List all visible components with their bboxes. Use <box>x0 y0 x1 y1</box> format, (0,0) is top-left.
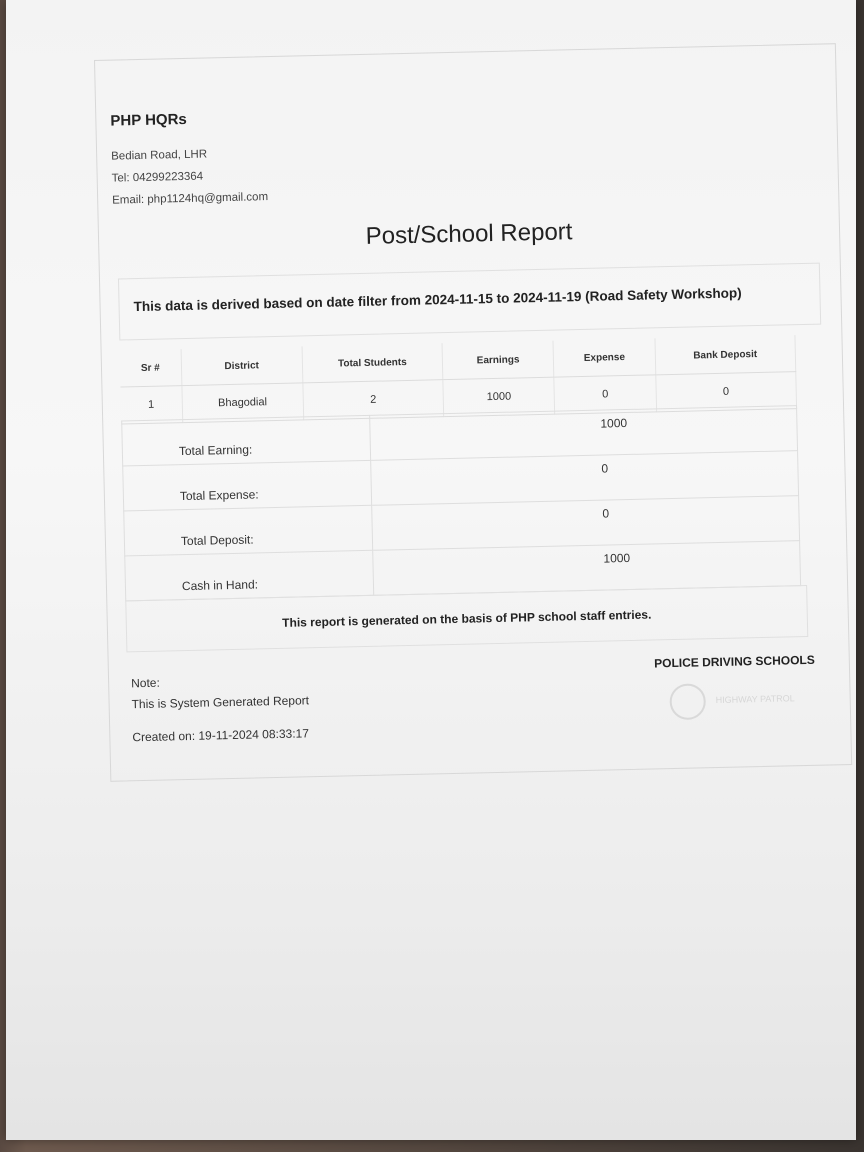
created-on: Created on: 19-11-2024 08:33:17 <box>132 726 310 745</box>
report-page <box>94 43 852 782</box>
org-email: Email: php1124hq@gmail.com <box>112 191 269 207</box>
total-deposit-value: 0 <box>372 496 800 551</box>
filter-box <box>118 263 821 341</box>
cell-total-students: 2 <box>303 380 444 420</box>
org-address: Bedian Road, LHR <box>111 148 208 163</box>
police-seal-icon <box>669 683 706 720</box>
paper-sheet <box>6 0 856 1140</box>
org-tel: Tel: 04299223364 <box>111 170 204 185</box>
totals-table <box>121 405 801 601</box>
report-title: Post/School Report <box>365 218 573 250</box>
cash-in-hand-value: 1000 <box>373 541 801 596</box>
header-earnings: Earnings <box>442 341 554 380</box>
header-total-students: Total Students <box>302 343 443 383</box>
cell-district: Bhagodial <box>182 383 304 423</box>
header-district: District <box>181 346 303 385</box>
note-label: Note: <box>130 675 160 691</box>
cell-expense: 0 <box>554 375 656 414</box>
cell-sr: 1 <box>120 386 182 424</box>
basis-note-text: This report is generated on the basis of PHP school staff entries. <box>282 607 652 630</box>
cell-earnings: 1000 <box>443 377 555 417</box>
total-expense-value: 0 <box>371 451 799 506</box>
header-sr: Sr # <box>120 349 182 387</box>
cell-bank-deposit: 0 <box>656 372 797 412</box>
total-earning-label: Total Earning: <box>122 415 371 466</box>
seal-text: HIGHWAY PATROL <box>715 693 795 706</box>
note-text: This is System Generated Report <box>131 693 310 712</box>
total-earning-value: 1000 <box>370 406 798 461</box>
org-name: PHP HQRs <box>110 110 187 130</box>
brand-name: POLICE DRIVING SCHOOLS <box>653 652 815 671</box>
total-deposit-label: Total Deposit: <box>124 505 373 556</box>
header-expense: Expense <box>553 338 655 377</box>
total-expense-label: Total Expense: <box>123 460 372 511</box>
cash-in-hand-label: Cash in Hand: <box>125 550 374 601</box>
header-bank-deposit: Bank Deposit <box>655 335 796 375</box>
filter-text: This data is derived based on date filter from 2024-11-15 to 2024-11-19 (Road Safety Workshop) <box>133 285 742 315</box>
